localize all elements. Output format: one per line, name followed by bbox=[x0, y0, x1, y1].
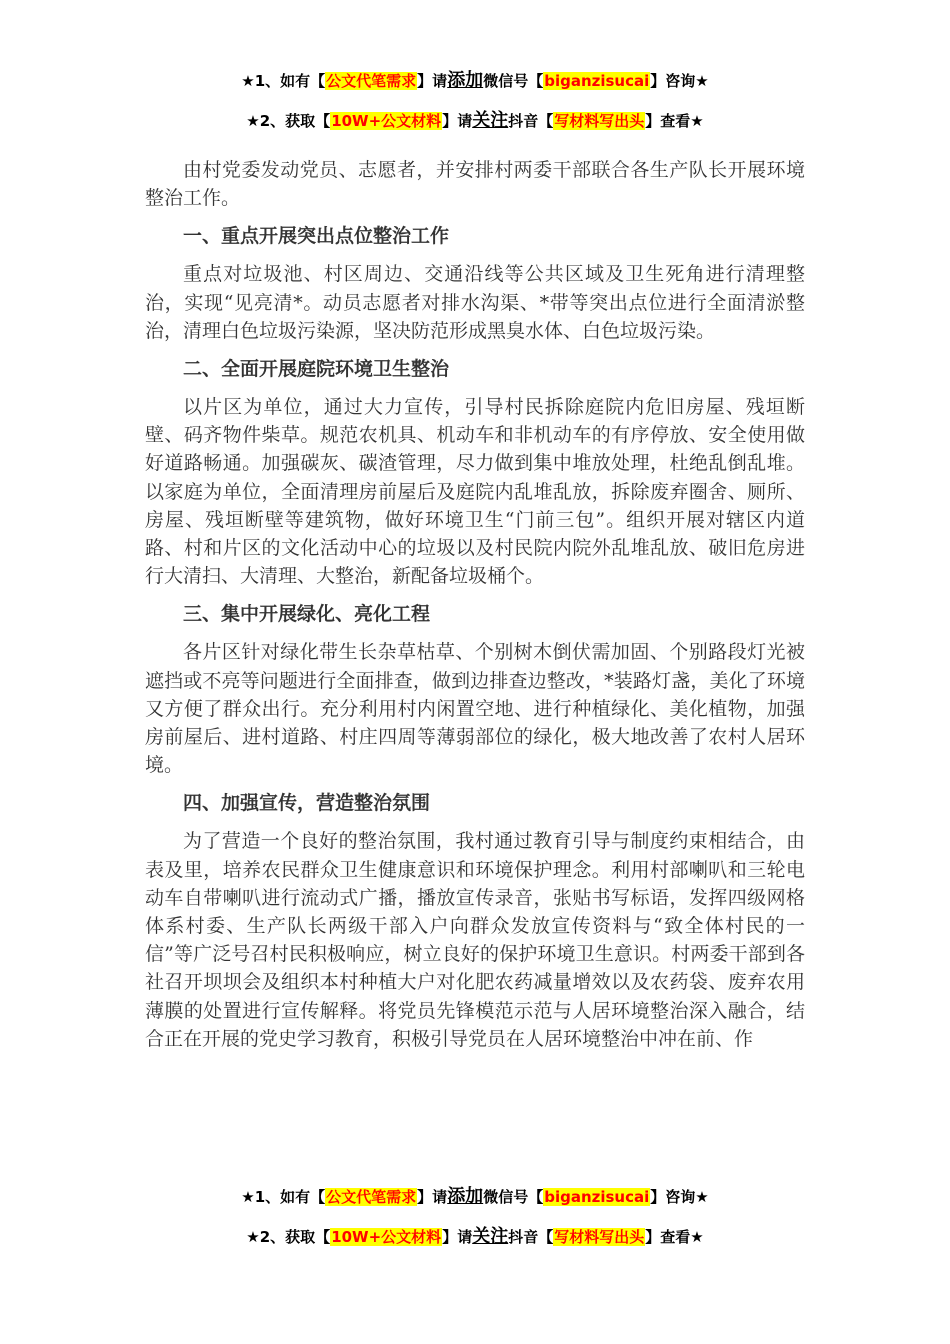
banner-text: 】请 bbox=[442, 112, 473, 130]
top-banner-line-1 bbox=[0, 70, 950, 92]
section-body-1: 重点对垃圾池、村区周边、交通沿线等公共区域及卫生死角进行清理整治，实现“见亮清*。动员志愿者对排水沟渠、*带等突出点位进行全面清淤整治，清理白色垃圾污染源，坚决防范形成黑臭水体、白色垃圾污染。 bbox=[145, 263, 805, 342]
highlight-douyin: 写材料写出头 bbox=[554, 1228, 645, 1246]
banner-text: 】请 bbox=[442, 1228, 473, 1246]
highlight-materials: 10W+公文材料 bbox=[331, 1228, 442, 1246]
banner-text: 2、获取【 bbox=[259, 1228, 331, 1246]
banner-text: 】咨询 bbox=[650, 72, 696, 90]
star-icon: ★ bbox=[695, 1188, 709, 1206]
section-body-4: 为了营造一个良好的整治氛围，我村通过教育引导与制度约束相结合，由表及里，培养农民群众卫生健康意识和环境保护理念。利用村部喇叭和三轮电动车自带喇叭进行流动式广播，播放宣传录音，张贴书写标语，发挥四级网格体系村委、生产队长两级干部入户向群众发放宣传资料与“致全体村民的一信”等广泛号召村民积极响应，树立良好的保护环境卫生意识。村两委干部到各社召开坝坝会及组织本村种植大户对化肥农药减量增效以及农药袋、废弃农用薄膜的处置进行宣传解释。将党员先锋模范示范与人居环境整治深入融合，结合正在开展的党史学习教育，积极引导党员在人居环境整治中冲在前、作 bbox=[145, 830, 805, 1050]
star-icon: ★ bbox=[241, 72, 255, 90]
star-icon: ★ bbox=[246, 1228, 260, 1246]
highlight-wechat-id: biganzisucai bbox=[544, 1188, 650, 1206]
banner-text: 】请 bbox=[417, 1188, 448, 1206]
banner-emphasis: 关注 bbox=[472, 110, 509, 131]
section-heading-2: 二、全面开展庭院环境卫生整治 bbox=[183, 358, 450, 381]
banner-text: 】查看 bbox=[645, 1228, 691, 1246]
banner-emphasis: 添加 bbox=[447, 70, 484, 91]
top-banner-line-2 bbox=[0, 110, 950, 132]
banner-text: 2、获取【 bbox=[259, 112, 331, 130]
highlight-service: 公文代笔需求 bbox=[326, 1188, 417, 1206]
star-icon: ★ bbox=[241, 1188, 255, 1206]
highlight-materials: 10W+公文材料 bbox=[331, 112, 442, 130]
banner-text: 抖音【 bbox=[508, 112, 554, 130]
banner-emphasis: 关注 bbox=[472, 1226, 509, 1247]
section-body-2: 以片区为单位，通过大力宣传，引导村民拆除庭院内危旧房屋、残垣断壁、码齐物件柴草。规范农机具、机动车和非机动车的有序停放、安全使用做好道路畅通。加强碳灰、碳渣管理，尽力做到集中堆放处理，杜绝乱倒乱堆。以家庭为单位，全面清理房前屋后及庭院内乱堆乱放，拆除废弃圈舍、厕所、房屋、残垣断壁等建筑物，做好环境卫生“门前三包”。组织开展对辖区内道路、村和片区的文化活动中心的垃圾以及村民院内院外乱堆乱放、破旧危房进行大清扫、大清理、大整治，新配备垃圾桶个。 bbox=[145, 396, 805, 588]
banner-text: 微信号【 bbox=[483, 1188, 544, 1206]
section-body-3: 各片区针对绿化带生长杂草枯草、个别树木倒伏需加固、个别路段灯光被遮挡或不亮等问题进行全面排查，做到边排查边整改，*装路灯盏，美化了环境又方便了群众出行。充分利用村内闲置空地、进行种植绿化、美化植物，加强房前屋后、进村道路、村庄四周等薄弱部位的绿化，极大地改善了农村人居环境。 bbox=[145, 641, 805, 777]
document-body bbox=[145, 156, 805, 1053]
highlight-wechat-id: biganzisucai bbox=[544, 72, 650, 90]
banner-text: 1、如有【 bbox=[254, 72, 326, 90]
section-heading-1: 一、重点开展突出点位整治工作 bbox=[183, 225, 450, 248]
intro-paragraph: 由村党委发动党员、志愿者，并安排村两委干部联合各生产队长开展环境整治工作。 bbox=[145, 159, 805, 210]
section-heading-4: 四、加强宣传，营造整治氛围 bbox=[183, 792, 431, 815]
banner-text: 微信号【 bbox=[483, 72, 544, 90]
banner-emphasis: 添加 bbox=[447, 1186, 484, 1207]
banner-text: 】请 bbox=[417, 72, 448, 90]
highlight-service: 公文代笔需求 bbox=[326, 72, 417, 90]
star-icon: ★ bbox=[690, 112, 704, 130]
banner-text: 1、如有【 bbox=[254, 1188, 326, 1206]
banner-text: 】咨询 bbox=[650, 1188, 696, 1206]
section-heading-3: 三、集中开展绿化、亮化工程 bbox=[183, 603, 431, 626]
star-icon: ★ bbox=[695, 72, 709, 90]
star-icon: ★ bbox=[690, 1228, 704, 1246]
bottom-banner-line-1 bbox=[0, 1186, 950, 1208]
star-icon: ★ bbox=[246, 112, 260, 130]
banner-text: 】查看 bbox=[645, 112, 691, 130]
highlight-douyin: 写材料写出头 bbox=[554, 112, 645, 130]
banner-text: 抖音【 bbox=[508, 1228, 554, 1246]
bottom-banner-line-2 bbox=[0, 1226, 950, 1248]
